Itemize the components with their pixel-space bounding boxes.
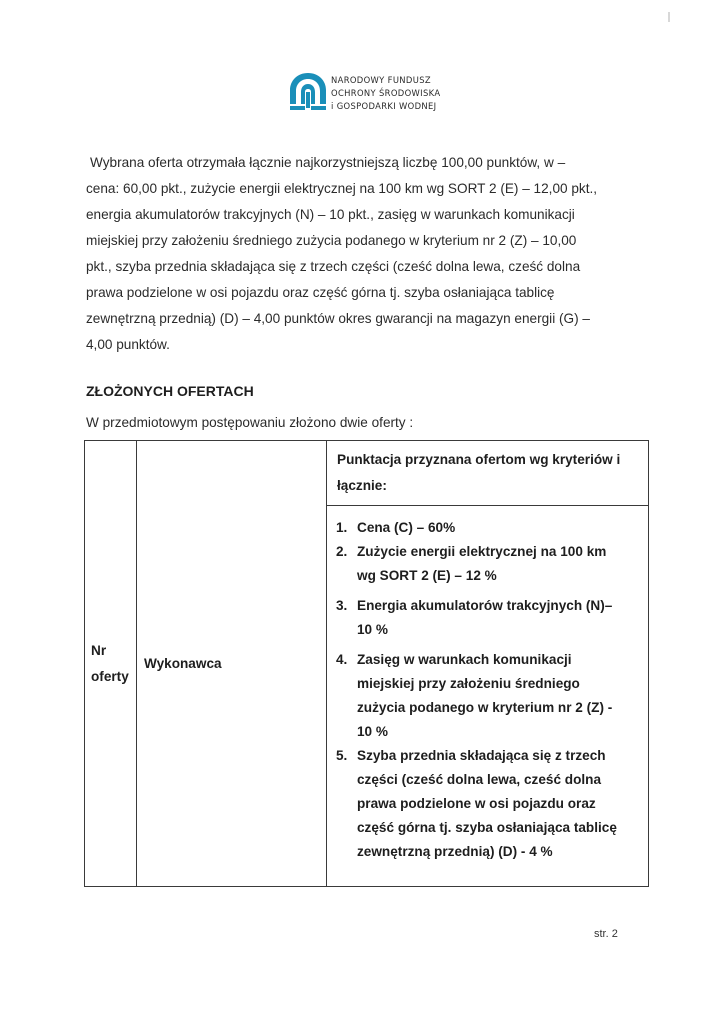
nfosigw-emblem-icon <box>287 70 329 114</box>
contractor-label: Wykonawca <box>144 655 222 671</box>
section-heading: ZŁOŻONYCH OFERTACH <box>86 383 254 399</box>
criterion-text: miejskiej przy założeniu średniego <box>357 676 580 691</box>
intro-paragraph <box>86 153 646 361</box>
criterion-number: 2. <box>336 544 348 559</box>
offer-number-label-1: Nr <box>91 642 107 658</box>
scoring-header-line-2: łącznie: <box>337 478 387 493</box>
nfosigw-logo <box>287 70 457 116</box>
criterion-item <box>327 540 648 588</box>
criterion-text: część górna tj. szyba osłaniająca tablicę <box>357 820 617 835</box>
criteria-list-cell <box>327 506 649 887</box>
offer-number-header <box>85 441 137 887</box>
intro-line: cena: 60,00 pkt., zużycie energii elektrycznej na 100 km wg SORT 2 (E) – 12,00 pkt., <box>86 181 598 196</box>
intro-line: energia akumulatorów trakcyjnych (N) – 10 pkt., zasięg w warunkach komunikacji <box>86 207 575 222</box>
offers-table <box>84 440 649 887</box>
criterion-item <box>327 594 648 642</box>
logo-line-3: i GOSPODARKI WODNEJ <box>331 101 437 111</box>
logo-line-1: NARODOWY FUNDUSZ <box>331 75 431 85</box>
criterion-number: 3. <box>336 598 348 613</box>
criterion-text: 10 % <box>357 622 388 637</box>
criterion-text: 10 % <box>357 724 388 739</box>
offers-count-sentence: W przedmiotowym postępowaniu złożono dwie oferty : <box>86 415 414 430</box>
criterion-item <box>327 648 648 744</box>
criterion-item <box>327 744 648 864</box>
contractor-header <box>137 441 327 887</box>
intro-line: pkt., szyba przednia składająca się z trzech części (cześć dolna lewa, cześć dolna <box>86 259 581 274</box>
intro-line: 4,00 punktów. <box>86 337 170 352</box>
criterion-text: Zasięg w warunkach komunikacji <box>357 652 572 667</box>
intro-line: prawa podzielone w osi pojazdu oraz część górna tj. szyba osłaniająca tablicę <box>86 285 555 300</box>
page-number: str. 2 <box>594 928 618 940</box>
criterion-number: 5. <box>336 748 348 763</box>
criterion-text: Szyba przednia składająca się z trzech <box>357 748 606 763</box>
intro-line: miejskiej przy założeniu średniego zużycia podanego w kryterium nr 2 (Z) – 10,00 <box>86 233 577 248</box>
criterion-text: zużycia podanego w kryterium nr 2 (Z) - <box>357 700 613 715</box>
criterion-text: prawa podzielone w osi pojazdu oraz <box>357 796 596 811</box>
criterion-number: 4. <box>336 652 348 667</box>
criterion-item <box>327 516 648 540</box>
logo-wordmark <box>331 74 440 113</box>
intro-line: zewnętrzną przednią) (D) – 4,00 punktów okres gwarancji na magazyn energii (G) – <box>86 311 590 326</box>
scan-speck <box>668 12 670 22</box>
offer-number-label-2: oferty <box>91 668 129 684</box>
criterion-text: Energia akumulatorów trakcyjnych (N)– <box>357 598 613 613</box>
logo-line-2: OCHRONY ŚRODOWISKA <box>331 88 441 98</box>
criteria-list <box>327 506 648 886</box>
criterion-text: wg SORT 2 (E) – 12 % <box>357 568 497 583</box>
scoring-header-line-1: Punktacja przyznana ofertom wg kryteriów i <box>337 452 621 467</box>
criterion-text: Zużycie energii elektrycznej na 100 km <box>357 544 607 559</box>
criterion-text: zewnętrzną przednią) (D) - 4 % <box>357 844 553 859</box>
criterion-number: 1. <box>336 520 348 535</box>
intro-line: Wybrana oferta otrzymała łącznie najkorzystniejszą liczbę 100,00 punktów, w – <box>90 155 566 170</box>
scoring-header <box>327 441 649 506</box>
criterion-text: części (cześć dolna lewa, cześć dolna <box>357 772 602 787</box>
criterion-text: Cena (C) – 60% <box>357 520 456 535</box>
